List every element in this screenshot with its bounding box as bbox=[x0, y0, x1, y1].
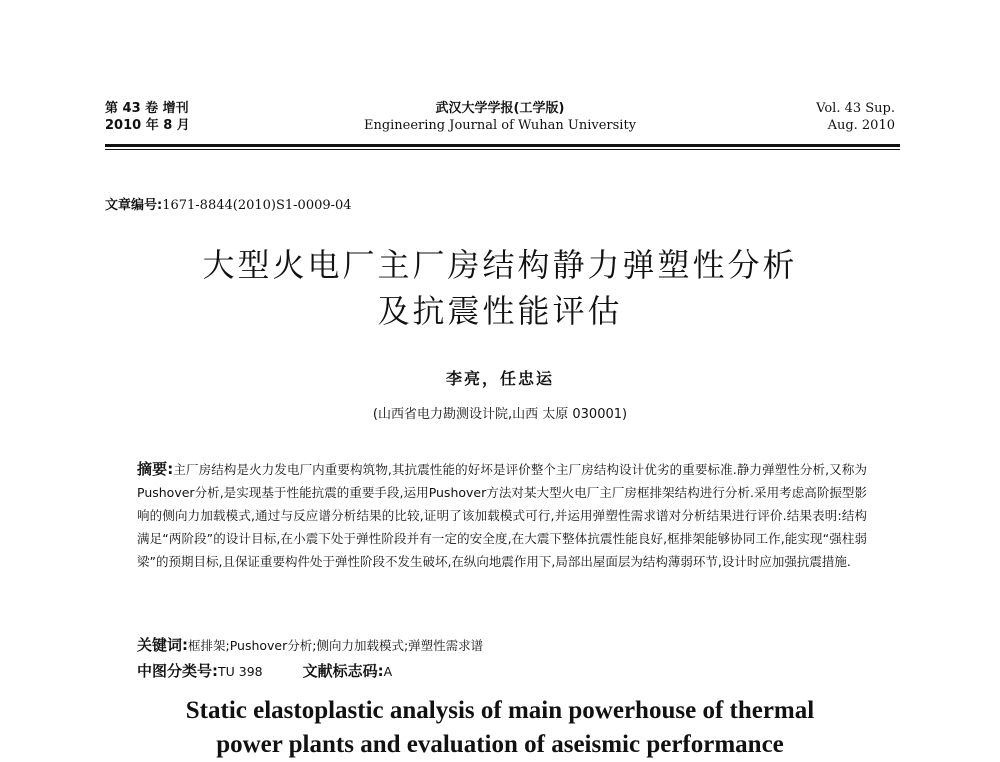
clc-value: TU 398 bbox=[218, 664, 263, 679]
date-en: Aug. 2010 bbox=[827, 118, 895, 133]
authors: 李亮，任忠运 bbox=[445, 369, 554, 388]
title-en-line2: power plants and evaluation of aseismic performance bbox=[216, 731, 784, 758]
title-cn-line1: 大型火电厂主厂房结构静力弹塑性分析 bbox=[202, 246, 798, 284]
article-number bbox=[105, 194, 352, 213]
issue-info-en bbox=[816, 100, 895, 134]
title-english bbox=[0, 694, 1000, 762]
affiliation: (山西省电力勘测设计院,山西 太原 030001) bbox=[372, 407, 628, 422]
volume-en: Vol. 43 Sup. bbox=[816, 101, 895, 116]
doc-code-value: A bbox=[383, 664, 393, 679]
issue-date: 2010 年 8 月 bbox=[105, 118, 190, 133]
article-number-value: 1671-8844(2010)S1-0009-04 bbox=[162, 198, 352, 213]
journal-name bbox=[105, 100, 895, 134]
doc-code-label: 文献标志码: bbox=[302, 662, 384, 680]
journal-name-en: Engineering Journal of Wuhan University bbox=[363, 118, 637, 133]
article-number-label: 文章编号: bbox=[105, 198, 163, 213]
keywords bbox=[137, 634, 483, 655]
clc-label: 中图分类号: bbox=[137, 662, 218, 680]
journal-name-cn: 武汉大学学报(工学版) bbox=[435, 101, 565, 116]
abstract-text: 主厂房结构是火力发电厂内重要构筑物,其抗震性能的好坏是评价整个主厂房结构设计优劣的重要标准.静力弹塑性分析,又称为Pushover分析,是实现基于性能抗震的重要手段,运用Pushover方法对某大型火电厂主厂房框排架结构进行分析.采用考虑高阶振型影响的侧向力加载模式,通过与反应谱分析结果的比较,证明了该加载模式可行,并运用弹塑性需求谱对分析结果进行评价.结果表明:结构满足“两阶段”的设计目标,在小震下处于弹性阶段并有一定的安全度,在大震下整体抗震性能良好,框排架能够协同工作,能实现“强柱弱梁”的预期目标,且保证重要构件处于弹性阶段不发生破坏,在纵向地震作用下,局部出屋面层为结构薄弱环节,设计时应加强抗震措施. bbox=[137, 462, 867, 569]
abstract-label: 摘要: bbox=[137, 460, 174, 478]
abstract bbox=[137, 458, 867, 573]
title-cn-line2: 及抗震性能评估 bbox=[377, 292, 623, 330]
issue-volume: 第 43 卷 增刊 bbox=[105, 101, 189, 116]
journal-header bbox=[105, 100, 895, 136]
keywords-text: 框排架;Pushover分析;侧向力加载模式;弹塑性需求谱 bbox=[188, 638, 484, 653]
keywords-label: 关键词: bbox=[137, 636, 188, 654]
header-rule-thin bbox=[105, 149, 900, 150]
title-chinese bbox=[0, 242, 1000, 334]
title-en-line1: Static elastoplastic analysis of main powerhouse of thermal bbox=[185, 697, 815, 724]
header-rule-thick bbox=[105, 144, 900, 147]
classification bbox=[137, 660, 392, 681]
